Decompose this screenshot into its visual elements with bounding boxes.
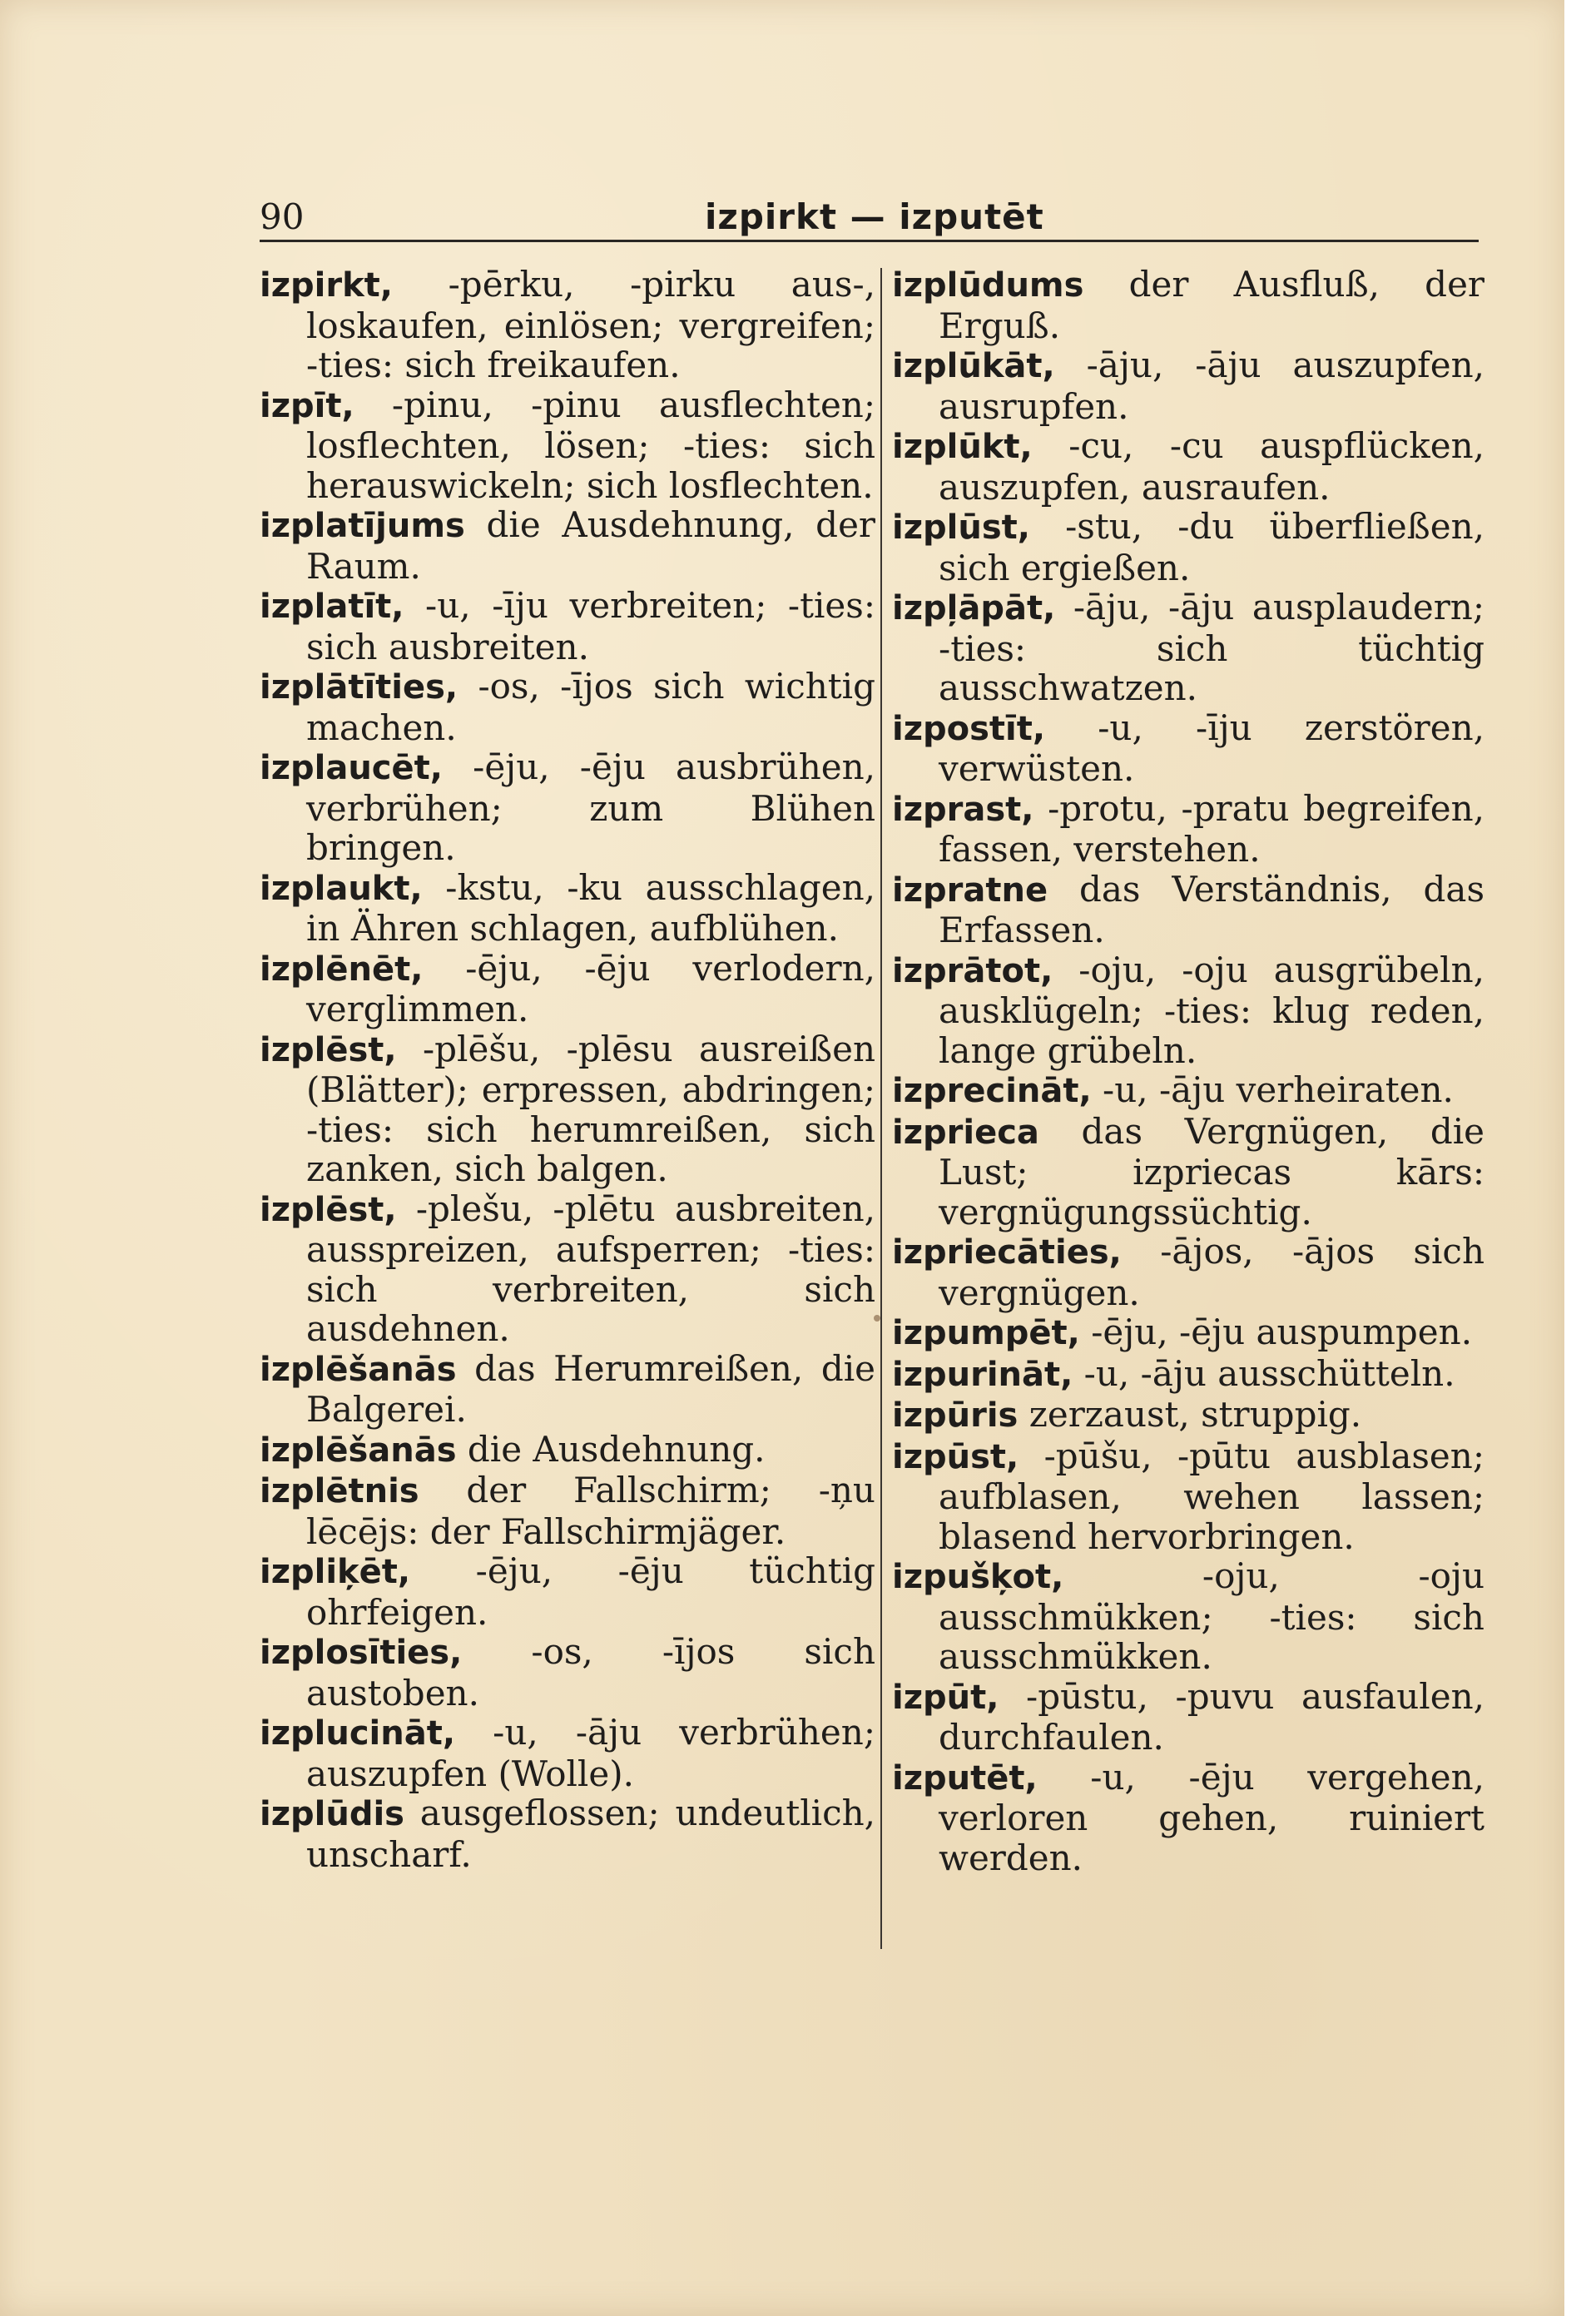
dictionary-entry: [260, 1713, 875, 1793]
dictionary-entry: [892, 1677, 1484, 1758]
entry-headword: izprātot,: [892, 951, 1053, 990]
entry-headword: izpļāpāt,: [892, 589, 1056, 627]
entry-definition: -pērku, -pirku aus-, loskaufen, einlösen; vergreifen; -ties: sich freikaufen.: [306, 264, 875, 385]
dictionary-entry: [260, 1470, 875, 1551]
entry-definition: das Herumreißen, die Balgerei.: [306, 1347, 875, 1430]
dictionary-entry: [892, 870, 1484, 950]
entry-definition: -pinu, -pinu ausflechten; losflechten, lösen; -ties: sich herauswickeln; sich losflechten.: [306, 384, 875, 506]
header-rule: [260, 240, 1479, 242]
entry-definition: -ēju, -ēju ausbrühen, verbrühen; zum Blühen bringen.: [306, 746, 875, 868]
entry-definition: -protu, -pratu begreifen, fassen, verstehen.: [939, 787, 1484, 870]
dictionary-entry: [892, 1436, 1484, 1557]
entry-headword: izplaucēt,: [260, 749, 443, 787]
entry-headword: izpriecāties,: [892, 1233, 1122, 1272]
entry-definition: das Vergnügen, die Lust; izpriecas kārs: vergnügungssüchtig.: [939, 1110, 1484, 1232]
entry-definition: der Ausfluß, der Erguß.: [939, 264, 1484, 346]
dictionary-entry: [260, 868, 875, 949]
entry-headword: izplātīties,: [260, 668, 458, 707]
entry-headword: izplatījums: [260, 507, 465, 545]
entry-headword: izprecināt,: [892, 1072, 1092, 1110]
dictionary-entry: [260, 949, 875, 1029]
column-divider: [880, 268, 882, 1949]
page-number: 90: [260, 196, 305, 237]
dictionary-entry: [892, 588, 1484, 708]
entry-headword: izputēt,: [892, 1758, 1038, 1798]
entry-definition: -plešu, -plētu ausbreiten, ausspreizen, aufsperren; -ties: sich verbreiten, sich ausdehnen.: [306, 1188, 875, 1349]
entry-headword: izplaukt,: [260, 869, 423, 908]
entry-definition: -kstu, -ku ausschlagen, in Ähren schlagen, aufblühen.: [306, 866, 875, 949]
entry-definition: die Ausdehnung, der Raum.: [306, 504, 875, 587]
entry-headword: izpīt,: [260, 386, 354, 425]
entry-definition: -u, -īju verbreiten; -ties: sich ausbreiten.: [306, 585, 875, 667]
running-head: izpirkt — izputēt: [705, 196, 1044, 237]
entry-definition: der Fallschirm; -ņu lēcējs: der Fallschirmjäger.: [306, 1470, 875, 1552]
entry-headword: izplūdis: [260, 1795, 404, 1833]
entry-definition: -ēju, -ēju tüchtig ohrfeigen.: [306, 1550, 875, 1633]
entry-headword: izplūkt,: [892, 428, 1033, 466]
entry-headword: izplūkāt,: [892, 347, 1055, 385]
entry-definition: -u, -āju verheiraten.: [1091, 1069, 1454, 1110]
entry-headword: izplēst,: [260, 1030, 397, 1069]
dictionary-entry: [892, 789, 1484, 870]
entry-headword: izpliķēt,: [260, 1553, 411, 1591]
dictionary-entry: [892, 1112, 1484, 1232]
entry-headword: izplūdums: [892, 266, 1084, 305]
entry-definition: -oju, -oju ausschmükken; -ties: sich ausschmükken.: [939, 1555, 1484, 1677]
entry-headword: izpratne: [892, 870, 1048, 910]
entry-headword: izpūris: [892, 1396, 1019, 1435]
entry-definition: -ēju, -ēju verlodern, verglimmen.: [306, 947, 875, 1029]
dictionary-entry: [892, 1070, 1484, 1112]
paper-speck: [874, 1315, 880, 1322]
entry-definition: -u, -āju verbrühen; auszupfen (Wolle).: [306, 1712, 875, 1794]
entry-definition: zerzaust, struppig.: [1018, 1394, 1362, 1435]
entry-headword: izplatīt,: [260, 588, 404, 626]
entry-headword: izpūst,: [892, 1437, 1019, 1476]
entry-headword: izplēšanās: [260, 1431, 457, 1470]
entry-headword: izpumpēt,: [892, 1314, 1080, 1352]
right-column: [892, 265, 1484, 1877]
entry-definition: -ēju, -ēju auspumpen.: [1079, 1312, 1473, 1352]
entry-definition: das Verständnis, das Erfassen.: [939, 868, 1484, 950]
entry-headword: izplūst,: [892, 508, 1030, 547]
entry-headword: izpurināt,: [892, 1355, 1073, 1394]
entry-definition: ausgeflossen; undeutlich, unscharf.: [306, 1793, 875, 1875]
dictionary-entry: [892, 708, 1484, 789]
dictionary-entry: [892, 1395, 1484, 1436]
dictionary-entry: [260, 385, 875, 506]
entry-definition: -plēšu, -plēsu ausreißen (Blätter); erpressen, abdringen; -ties: sich herumreißen, sich zanken, sich balgen.: [306, 1028, 875, 1189]
dictionary-entry: [892, 1312, 1484, 1354]
entry-headword: izprieca: [892, 1113, 1039, 1152]
dictionary-entry: [892, 1556, 1484, 1677]
dictionary-entry: [892, 1232, 1484, 1312]
entry-headword: izplēšanās: [260, 1350, 457, 1389]
entry-definition: -oju, -oju ausgrübeln, ausklügeln; -ties: klug reden, lange grübeln.: [939, 949, 1484, 1071]
entry-definition: -pūšu, -pūtu ausblasen; aufblasen, wehen lassen; blasend hervorbringen.: [939, 1435, 1484, 1557]
dictionary-entry: [260, 1793, 875, 1874]
dictionary-entry: [892, 507, 1484, 588]
entry-headword: izpirkt,: [260, 266, 393, 305]
entry-definition: -u, -āju ausschütteln.: [1073, 1352, 1455, 1394]
entry-headword: izplētnis: [260, 1472, 419, 1510]
entry-headword: izplēnēt,: [260, 950, 424, 989]
dictionary-entry: [260, 1430, 875, 1471]
entry-headword: izplēst,: [260, 1190, 397, 1229]
dictionary-entry: [260, 1551, 875, 1632]
entry-definition: -āju, -āju auszupfen, ausrupfen.: [939, 345, 1484, 427]
dictionary-entry: [260, 1632, 875, 1713]
dictionary-entry: [260, 747, 875, 868]
entry-definition: -cu, -cu auspflücken, auszupfen, ausraufen.: [939, 425, 1484, 508]
dictionary-entry: [892, 345, 1484, 426]
entry-headword: izpostīt,: [892, 709, 1046, 748]
entry-definition: -os, -ījos sich wichtig machen.: [306, 666, 875, 748]
entry-definition: -stu, -du überfließen, sich ergießen.: [939, 506, 1484, 588]
entry-definition: die Ausdehnung.: [456, 1428, 766, 1470]
entry-headword: izplucināt,: [260, 1714, 456, 1753]
entry-headword: izpūt,: [892, 1678, 999, 1717]
entry-definition: -u, -ēju vergehen, verloren gehen, ruiniert werden.: [939, 1756, 1484, 1878]
dictionary-entry: [892, 265, 1484, 345]
entry-headword: izplosīties,: [260, 1634, 463, 1672]
entry-definition: -ājos, -ājos sich vergnügen.: [939, 1231, 1484, 1313]
page-header: [260, 190, 1475, 240]
dictionary-entry: [260, 1189, 875, 1349]
entry-headword: izprast,: [892, 790, 1034, 829]
dictionary-entry: [892, 1354, 1484, 1396]
dictionary-entry: [260, 1349, 875, 1430]
dictionary-entry: [260, 1029, 875, 1189]
entry-definition: -pūstu, -puvu ausfaulen, durchfaulen.: [939, 1675, 1484, 1758]
dictionary-entry: [892, 1758, 1484, 1878]
dictionary-entry: [260, 586, 875, 667]
dictionary-entry: [260, 505, 875, 586]
dictionary-entry: [892, 426, 1484, 507]
dictionary-entry: [260, 265, 875, 385]
entry-definition: -os, -ījos sich austoben.: [306, 1631, 875, 1713]
entry-definition: -u, -īju zerstören, verwüsten.: [939, 707, 1484, 789]
entry-headword: izpušķot,: [892, 1558, 1064, 1596]
dictionary-entry: [260, 667, 875, 747]
left-column: [260, 265, 875, 1874]
entry-definition: -āju, -āju ausplaudern; -ties: sich tüchtig ausschwatzen.: [939, 587, 1484, 708]
dictionary-entry: [892, 950, 1484, 1071]
